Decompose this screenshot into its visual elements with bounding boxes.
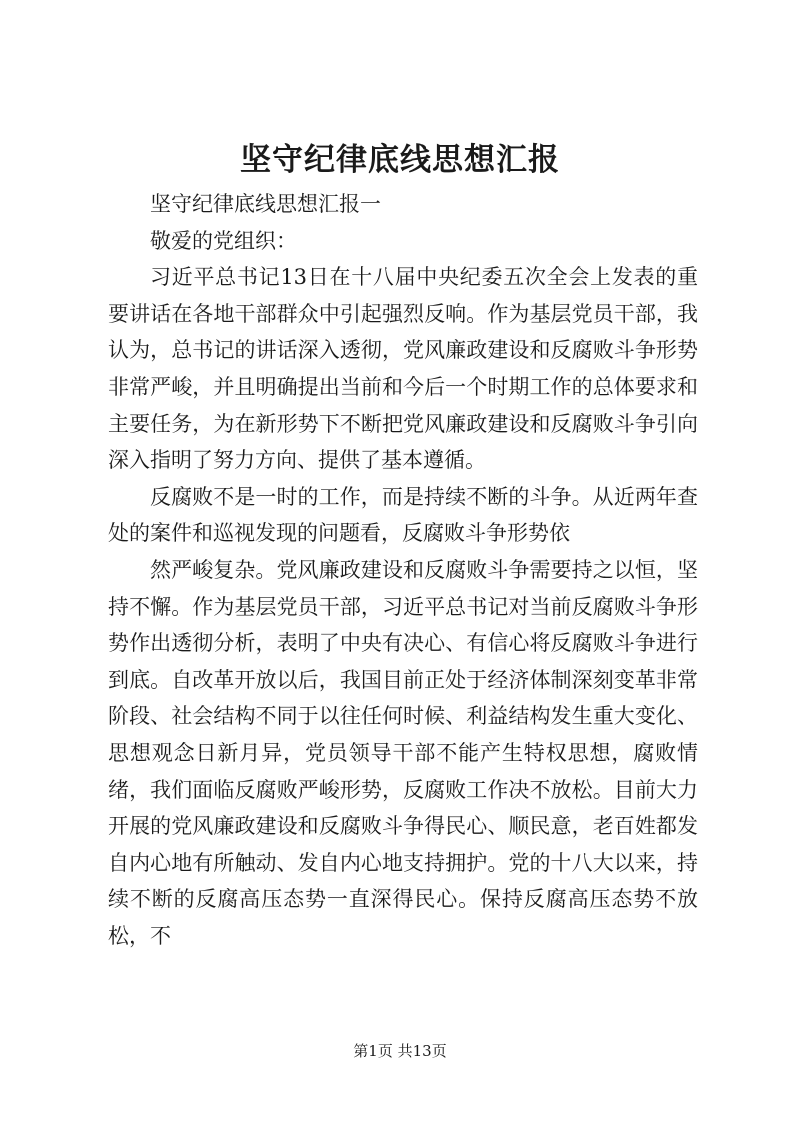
paragraph: 习近平总书记13日在十八届中央纪委五次全会上发表的重要讲话在各地干部群众中引起强烈反响。作为基层党员干部，我认为，总书记的讲话深入透彻，党风廉政建设和反腐败斗争形势非常严峻，并且明确提出当前和今后一个时期工作的总体要求和主要任务，为在新形势下不断把党风廉政建设和反腐败斗争引向深入指明了努力方向、提供了基本遵循。	[108, 265, 698, 473]
paragraph-salutation: 敬爱的党组织：	[150, 228, 297, 253]
paragraph: 反腐败不是一时的工作，而是持续不断的斗争。从近两年查处的案件和巡视发现的问题看，反腐败斗争形势依	[108, 484, 698, 546]
paragraph-subtitle: 坚守纪律底线思想汇报一	[150, 192, 381, 216]
page-number-footer: 第1页 共13页	[353, 1042, 447, 1060]
paragraph: 然严峻复杂。党风廉政建设和反腐败斗争需要持之以恒，坚持不懈。作为基层党员干部，习近平总书记对当前反腐败斗争形势作出透彻分析，表明了中央有决心、有信心将反腐败斗争进行到底。自改革开放以后，我国目前正处于经济体制深刻变革非常阶段、社会结构不同于以往任何时候、利益结构发生重大变化、思想观念日新月异，党员领导干部不能产生特权思想，腐败情绪，我们面临反腐败严峻形势，反腐败工作决不放松。目前大力开展的党风廉政建设和反腐败斗争得民心、顺民意，老百姓都发自内心地有所触动、发自内心地支持拥护。党的十八大以来，持续不断的反腐高压态势一直深得民心。保持反腐高压态势不放松，不	[108, 557, 698, 948]
document-body	[108, 186, 698, 954]
document-title: 坚守纪律底线思想汇报	[240, 142, 560, 178]
